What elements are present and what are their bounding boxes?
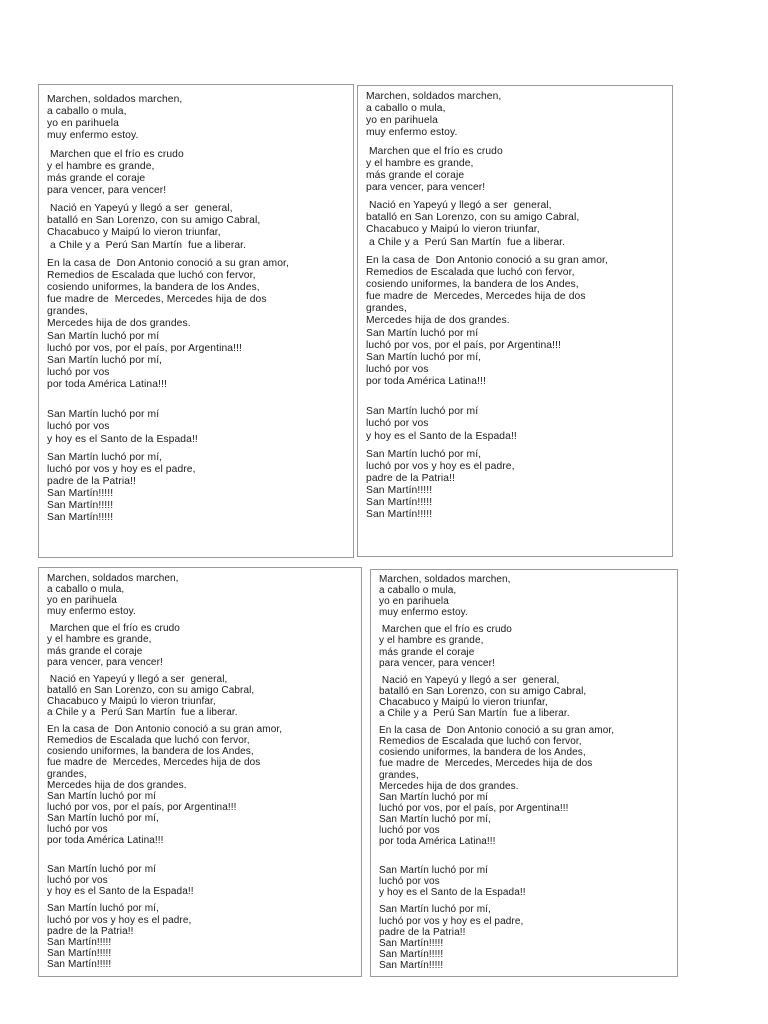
lyric-line: San Martín luchó por mí, xyxy=(47,903,159,915)
lyric-line: luchó por vos y hoy es el padre, xyxy=(47,914,192,926)
lyric-line: yo en parihuela xyxy=(47,118,119,130)
lyric-line: batalló en San Lorenzo, con su amigo Cabral, xyxy=(366,212,580,224)
lyric-line: grandes, xyxy=(366,303,407,315)
lyrics-card xyxy=(38,567,362,977)
lyric-line: batalló en San Lorenzo, con su amigo Cabral, xyxy=(47,215,261,227)
lyric-line: a Chile y a Perú San Martín fue a liberar. xyxy=(47,707,238,719)
lyric-line: San Martín!!!!! xyxy=(379,948,444,960)
lyrics-block xyxy=(47,94,289,525)
lyric-line: San Martín!!!!! xyxy=(366,509,433,521)
lyrics-card xyxy=(38,84,354,558)
lyric-line: San Martín luchó por mí xyxy=(366,406,479,418)
lyric-line: San Martín luchó por mí xyxy=(379,791,489,803)
lyric-line: luchó por vos, por el país, por Argentina!!! xyxy=(379,802,569,814)
lyric-line: Mercedes hija de dos grandes. xyxy=(379,780,519,792)
lyric-line: San Martín luchó por mí, xyxy=(379,904,491,916)
lyric-line: padre de la Patria!! xyxy=(47,925,134,937)
lyric-line: Chacabuco y Maipú lo vieron triunfar, xyxy=(379,696,548,708)
lyric-line: San Martín luchó por mí xyxy=(47,330,160,342)
lyric-line: San Martín luchó por mí xyxy=(379,865,489,877)
lyric-line: por toda América Latina!!! xyxy=(47,379,167,391)
lyric-line: fue madre de Mercedes, Mercedes hija de dos xyxy=(47,294,267,306)
lyric-line: a caballo o mula, xyxy=(379,585,457,597)
lyric-line: muy enfermo estoy. xyxy=(47,606,136,618)
lyric-line: y hoy es el Santo de la Espada!! xyxy=(366,430,517,442)
lyric-line: a caballo o mula, xyxy=(47,106,127,118)
stanza-gap xyxy=(47,846,282,864)
lyric-line: padre de la Patria!! xyxy=(47,475,137,487)
lyric-line: y el hambre es grande, xyxy=(47,160,155,172)
lyric-line: Marchen que el frío es crudo xyxy=(366,145,503,157)
lyric-line: luchó por vos y hoy es el padre, xyxy=(366,460,515,472)
lyric-line: y hoy es el Santo de la Espada!! xyxy=(379,887,526,899)
lyric-line: más grande el coraje xyxy=(47,172,146,184)
lyric-line: Nació en Yapeyú y llegó a ser general, xyxy=(47,203,233,215)
lyrics-card xyxy=(357,85,673,557)
lyric-line: para vencer, para vencer! xyxy=(47,184,167,196)
lyric-line: yo en parihuela xyxy=(47,595,117,607)
lyric-line: San Martín!!!!! xyxy=(379,937,444,949)
lyric-line: a Chile y a Perú San Martín fue a liberar. xyxy=(47,239,247,251)
lyric-line: Marchen, soldados marchen, xyxy=(47,573,179,584)
lyric-line: San Martín luchó por mí, xyxy=(47,451,163,463)
lyric-line: San Martín!!!!! xyxy=(47,947,112,959)
lyric-line: Nació en Yapeyú y llegó a ser general, xyxy=(366,200,552,212)
lyric-line: y hoy es el Santo de la Espada!! xyxy=(47,433,198,445)
lyric-line: San Martín luchó por mí, xyxy=(47,812,159,824)
lyric-line: Marchen que el frío es crudo xyxy=(47,148,184,160)
lyric-line: Mercedes hija de dos grandes. xyxy=(47,318,191,330)
lyric-line: cosiendo uniformes, la bandera de los Andes, xyxy=(47,746,254,758)
lyric-line: por toda América Latina!!! xyxy=(47,835,164,847)
lyric-line: San Martín luchó por mí, xyxy=(366,448,482,460)
lyric-line: San Martín luchó por mí xyxy=(366,327,479,339)
lyric-line: luchó por vos xyxy=(47,366,110,378)
lyric-line: San Martín!!!!! xyxy=(47,500,114,512)
lyric-line: Mercedes hija de dos grandes. xyxy=(47,779,187,791)
lyric-line: muy enfermo estoy. xyxy=(379,607,468,619)
lyric-line: Nació en Yapeyú y llegó a ser general, xyxy=(379,674,560,686)
lyric-line: luchó por vos xyxy=(47,875,108,887)
lyric-line: grandes, xyxy=(379,769,419,781)
lyric-line: luchó por vos xyxy=(366,418,429,430)
lyric-line: Marchen, soldados marchen, xyxy=(366,91,502,102)
lyric-line: a caballo o mula, xyxy=(366,103,446,115)
lyric-line: cosiendo uniformes, la bandera de los Andes, xyxy=(47,281,260,293)
lyric-line: muy enfermo estoy. xyxy=(366,127,458,139)
lyric-line: Chacabuco y Maipú lo vieron triunfar, xyxy=(47,227,221,239)
lyric-line: a caballo o mula, xyxy=(47,584,125,596)
lyric-line: y el hambre es grande, xyxy=(379,635,484,647)
lyric-line: más grande el coraje xyxy=(379,646,475,658)
lyric-line: luchó por vos xyxy=(379,824,440,836)
lyric-line: San Martín!!!!! xyxy=(379,959,444,971)
lyric-line: San Martín luchó por mí xyxy=(47,409,160,421)
lyric-line: a Chile y a Perú San Martín fue a liberar. xyxy=(379,708,570,720)
lyric-line: Marchen, soldados marchen, xyxy=(47,94,183,105)
lyric-line: San Martín!!!!! xyxy=(47,936,112,948)
lyric-line: por toda América Latina!!! xyxy=(366,376,486,388)
lyric-line: Remedios de Escalada que luchó con fervor, xyxy=(366,266,575,278)
stanza-gap xyxy=(47,391,289,409)
lyric-line: luchó por vos xyxy=(47,421,110,433)
lyric-line: y hoy es el Santo de la Espada!! xyxy=(47,886,194,898)
lyric-line: luchó por vos, por el país, por Argentina!!! xyxy=(47,342,243,354)
lyrics-block xyxy=(379,574,614,971)
lyric-line: San Martín!!!!! xyxy=(47,958,112,970)
lyric-line: luchó por vos xyxy=(379,876,440,888)
lyric-line: más grande el coraje xyxy=(47,645,143,657)
lyric-line: batalló en San Lorenzo, con su amigo Cabral, xyxy=(379,685,587,697)
lyric-line: Nació en Yapeyú y llegó a ser general, xyxy=(47,673,228,685)
lyric-line: San Martín!!!!! xyxy=(47,488,114,500)
stanza-gap xyxy=(379,847,614,865)
lyric-line: Marchen que el frío es crudo xyxy=(47,623,180,635)
lyric-line: y el hambre es grande, xyxy=(366,157,474,169)
lyrics-card xyxy=(370,569,678,977)
lyric-line: luchó por vos y hoy es el padre, xyxy=(379,915,524,927)
lyric-line: para vencer, para vencer! xyxy=(366,181,486,193)
lyric-line: más grande el coraje xyxy=(366,169,465,181)
lyric-line: Marchen, soldados marchen, xyxy=(379,574,511,585)
lyric-line: En la casa de Don Antonio conoció a su gran amor, xyxy=(366,254,608,266)
lyric-line: San Martín luchó por mí, xyxy=(379,813,491,825)
lyric-line: Remedios de Escalada que luchó con fervor, xyxy=(379,736,582,748)
lyric-line: fue madre de Mercedes, Mercedes hija de dos xyxy=(379,758,593,770)
lyric-line: por toda América Latina!!! xyxy=(379,836,496,848)
lyric-line: Chacabuco y Maipú lo vieron triunfar, xyxy=(47,695,216,707)
lyric-line: a Chile y a Perú San Martín fue a liberar. xyxy=(366,236,566,248)
lyric-line: Mercedes hija de dos grandes. xyxy=(366,315,510,327)
lyric-line: Remedios de Escalada que luchó con fervor, xyxy=(47,269,256,281)
lyric-line: San Martín!!!!! xyxy=(47,512,114,524)
stanza-gap xyxy=(366,388,608,406)
lyric-line: luchó por vos, por el país, por Argentina!!! xyxy=(366,339,562,351)
lyric-line: y el hambre es grande, xyxy=(47,634,152,646)
lyric-line: batalló en San Lorenzo, con su amigo Cabral, xyxy=(47,684,255,696)
lyric-line: San Martín luchó por mí xyxy=(47,864,157,876)
lyric-line: cosiendo uniformes, la bandera de los Andes, xyxy=(379,747,586,759)
lyric-line: En la casa de Don Antonio conoció a su gran amor, xyxy=(379,725,615,737)
lyric-line: padre de la Patria!! xyxy=(379,926,466,938)
lyric-line: grandes, xyxy=(47,768,87,780)
lyric-line: fue madre de Mercedes, Mercedes hija de dos xyxy=(47,757,261,769)
lyrics-block xyxy=(366,91,608,522)
lyric-line: San Martín luchó por mí, xyxy=(47,354,163,366)
lyric-line: cosiendo uniformes, la bandera de los Andes, xyxy=(366,278,579,290)
lyric-line: Remedios de Escalada que luchó con fervor, xyxy=(47,735,250,747)
lyric-line: En la casa de Don Antonio conoció a su gran amor, xyxy=(47,724,283,736)
lyric-line: fue madre de Mercedes, Mercedes hija de dos xyxy=(366,291,586,303)
lyric-line: San Martín luchó por mí, xyxy=(366,351,482,363)
lyric-line: San Martín!!!!! xyxy=(366,485,433,497)
lyric-line: luchó por vos, por el país, por Argentina!!! xyxy=(47,801,237,813)
lyric-line: luchó por vos xyxy=(47,823,108,835)
lyric-line: luchó por vos y hoy es el padre, xyxy=(47,463,196,475)
lyric-line: San Martín luchó por mí xyxy=(47,790,157,802)
lyric-line: En la casa de Don Antonio conoció a su gran amor, xyxy=(47,257,289,269)
lyric-line: padre de la Patria!! xyxy=(366,472,456,484)
lyric-line: grandes, xyxy=(47,306,88,318)
lyric-line: para vencer, para vencer! xyxy=(379,657,495,669)
lyric-line: para vencer, para vencer! xyxy=(47,656,163,668)
lyric-line: yo en parihuela xyxy=(379,596,449,608)
lyric-line: Marchen que el frío es crudo xyxy=(379,624,512,636)
lyric-line: muy enfermo estoy. xyxy=(47,130,139,142)
lyrics-block xyxy=(47,573,282,970)
lyric-line: yo en parihuela xyxy=(366,115,438,127)
lyric-line: San Martín!!!!! xyxy=(366,497,433,509)
lyric-line: Chacabuco y Maipú lo vieron triunfar, xyxy=(366,224,540,236)
lyric-line: luchó por vos xyxy=(366,363,429,375)
